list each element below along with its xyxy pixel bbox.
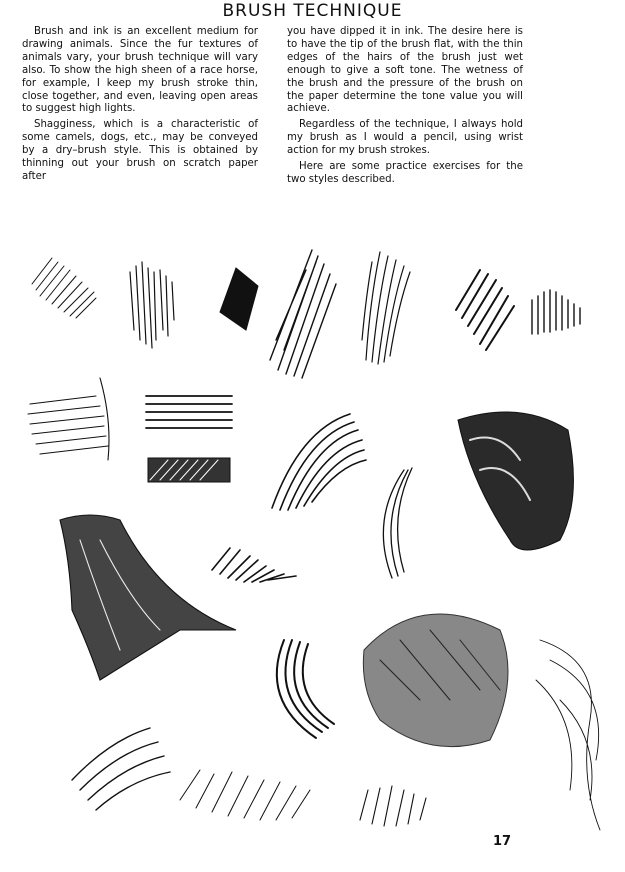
brush-sample-bottom-tuft	[360, 786, 426, 826]
paragraph: Brush and ink is an excellent medium for drawing animals. Since the fur textures of animals vary, your brush technique will vary also. To show the high sheen of a race horse, for example, I keep my brush stroke thin, close together, and even, leaving open areas to suggest high lights.	[22, 26, 258, 115]
brush-sample-gradient-block	[532, 290, 580, 334]
brush-sample-crosshatch	[148, 458, 230, 482]
paragraph: Shagginess, which is a characteristic of some camels, dogs, etc., may be conveyed by a dry–brush style. This is obtained by thinning out your brush on scratch paper after	[22, 119, 258, 182]
brush-sample-horse-head	[458, 412, 573, 550]
stroke-groups	[28, 250, 600, 830]
brush-sample-horizontal-dry	[28, 378, 109, 460]
brush-sample-curved-strokes	[362, 252, 410, 364]
brush-sample-horizontal-lines	[146, 396, 232, 428]
brush-sample-dome	[363, 614, 508, 747]
page-number: 17	[493, 834, 512, 849]
brush-sample-shaggy-hair	[536, 640, 600, 830]
brush-sample-small-curved	[212, 548, 296, 582]
brush-sample-wavy-strokes	[272, 414, 366, 510]
brush-sample-crescent-dark	[277, 640, 334, 738]
brush-sample-long-diagonal	[270, 250, 336, 378]
brush-sample-fur-shape	[60, 515, 236, 680]
brush-sample-diagonal-1	[32, 258, 96, 318]
brush-sample-bottom-grass	[180, 770, 310, 820]
brush-sample-bottom-flicks	[72, 728, 170, 810]
paragraph: Regardless of the technique, I always hold my brush as I would a pencil, using wrist action for my brush strokes.	[287, 119, 523, 157]
brush-sample-vertical-dry	[130, 262, 174, 348]
paragraph: you have dipped it in ink. The desire here is to have the tip of the brush flat, with the thin edges of the hairs of the brush just wet enough to give a soft tone. The wetness of the brush and the pressure of the brush on the paper determine the tone value you will achieve.	[287, 26, 523, 115]
paragraph: Here are some practice exercises for the two styles described.	[287, 161, 523, 185]
brush-sample-crescent	[383, 468, 412, 578]
page-title: BRUSH TECHNIQUE	[222, 1, 403, 21]
brush-sample-solid-diamond	[220, 268, 258, 330]
brush-sample-dark-diagonal	[456, 270, 514, 350]
